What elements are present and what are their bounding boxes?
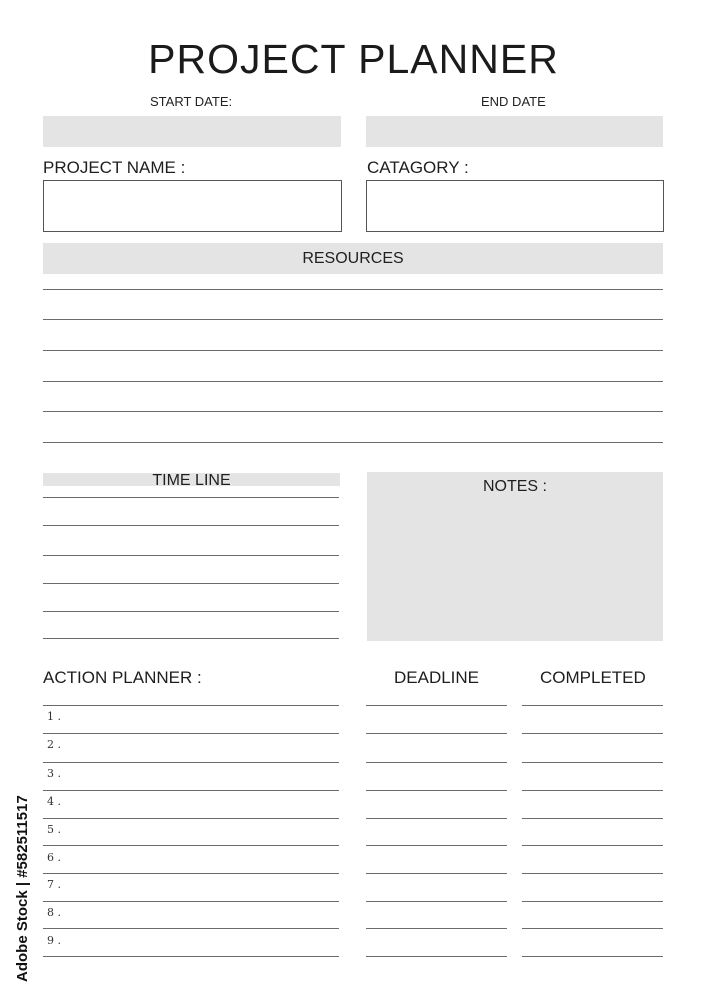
action-number: 9 .: [47, 934, 61, 947]
timeline-line[interactable]: [43, 611, 339, 612]
completed-line[interactable]: [522, 928, 663, 929]
category-label: CATAGORY :: [367, 158, 469, 177]
resources-label: RESOURCES: [302, 250, 404, 267]
start-date-label: START DATE:: [150, 94, 233, 109]
action-number: 2 .: [47, 738, 61, 751]
timeline-line[interactable]: [43, 525, 339, 526]
resource-line[interactable]: [43, 411, 663, 412]
action-line[interactable]: [43, 956, 339, 957]
resource-line[interactable]: [43, 319, 663, 320]
timeline-line[interactable]: [43, 555, 339, 556]
stock-id-text: Adobe Stock | #582511517: [14, 795, 31, 982]
deadline-line[interactable]: [366, 705, 507, 706]
completed-line[interactable]: [522, 873, 663, 874]
deadline-line[interactable]: [366, 901, 507, 902]
action-number: 1 .: [47, 710, 61, 723]
completed-line[interactable]: [522, 818, 663, 819]
notes-label: NOTES :: [482, 478, 547, 495]
completed-line[interactable]: [522, 956, 663, 957]
completed-line[interactable]: [522, 845, 663, 846]
action-line[interactable]: [43, 790, 339, 791]
deadline-line[interactable]: [366, 762, 507, 763]
timeline-line[interactable]: [43, 583, 339, 584]
category-field[interactable]: [366, 180, 664, 232]
completed-label: COMPLETED: [540, 668, 646, 687]
deadline-line[interactable]: [366, 873, 507, 874]
action-number: 5 .: [47, 823, 61, 836]
action-line[interactable]: [43, 818, 339, 819]
deadline-line[interactable]: [366, 956, 507, 957]
notes-box[interactable]: [367, 472, 663, 641]
completed-line[interactable]: [522, 733, 663, 734]
deadline-line[interactable]: [366, 928, 507, 929]
deadline-line[interactable]: [366, 790, 507, 791]
timeline-line[interactable]: [43, 638, 339, 639]
timeline-line[interactable]: [43, 497, 339, 498]
action-line[interactable]: [43, 845, 339, 846]
page-title: PROJECT PLANNER: [148, 36, 559, 82]
resources-header: [43, 243, 663, 274]
action-line[interactable]: [43, 901, 339, 902]
start-date-field[interactable]: [43, 116, 341, 147]
action-number: 8 .: [47, 906, 61, 919]
resource-line[interactable]: [43, 350, 663, 351]
stock-id-watermark: [10, 772, 34, 982]
action-line[interactable]: [43, 762, 339, 763]
completed-line[interactable]: [522, 901, 663, 902]
end-date-label: END DATE: [481, 94, 546, 109]
action-line[interactable]: [43, 705, 339, 706]
action-number: 4 .: [47, 795, 61, 808]
action-line[interactable]: [43, 733, 339, 734]
project-name-label: PROJECT NAME :: [43, 158, 186, 177]
action-line[interactable]: [43, 873, 339, 874]
action-line[interactable]: [43, 928, 339, 929]
end-date-field[interactable]: [366, 116, 663, 147]
deadline-line[interactable]: [366, 733, 507, 734]
action-number: 7 .: [47, 878, 61, 891]
completed-line[interactable]: [522, 790, 663, 791]
action-number: 3 .: [47, 767, 61, 780]
completed-line[interactable]: [522, 762, 663, 763]
project-name-field[interactable]: [43, 180, 342, 232]
completed-line[interactable]: [522, 705, 663, 706]
resource-line[interactable]: [43, 442, 663, 443]
action-planner-label: ACTION PLANNER :: [43, 668, 202, 687]
deadline-label: DEADLINE: [394, 668, 480, 687]
resource-line[interactable]: [43, 289, 663, 290]
resource-line[interactable]: [43, 381, 663, 382]
deadline-line[interactable]: [366, 818, 507, 819]
deadline-line[interactable]: [366, 845, 507, 846]
timeline-label: TIME LINE: [152, 472, 231, 489]
action-number: 6 .: [47, 851, 61, 864]
